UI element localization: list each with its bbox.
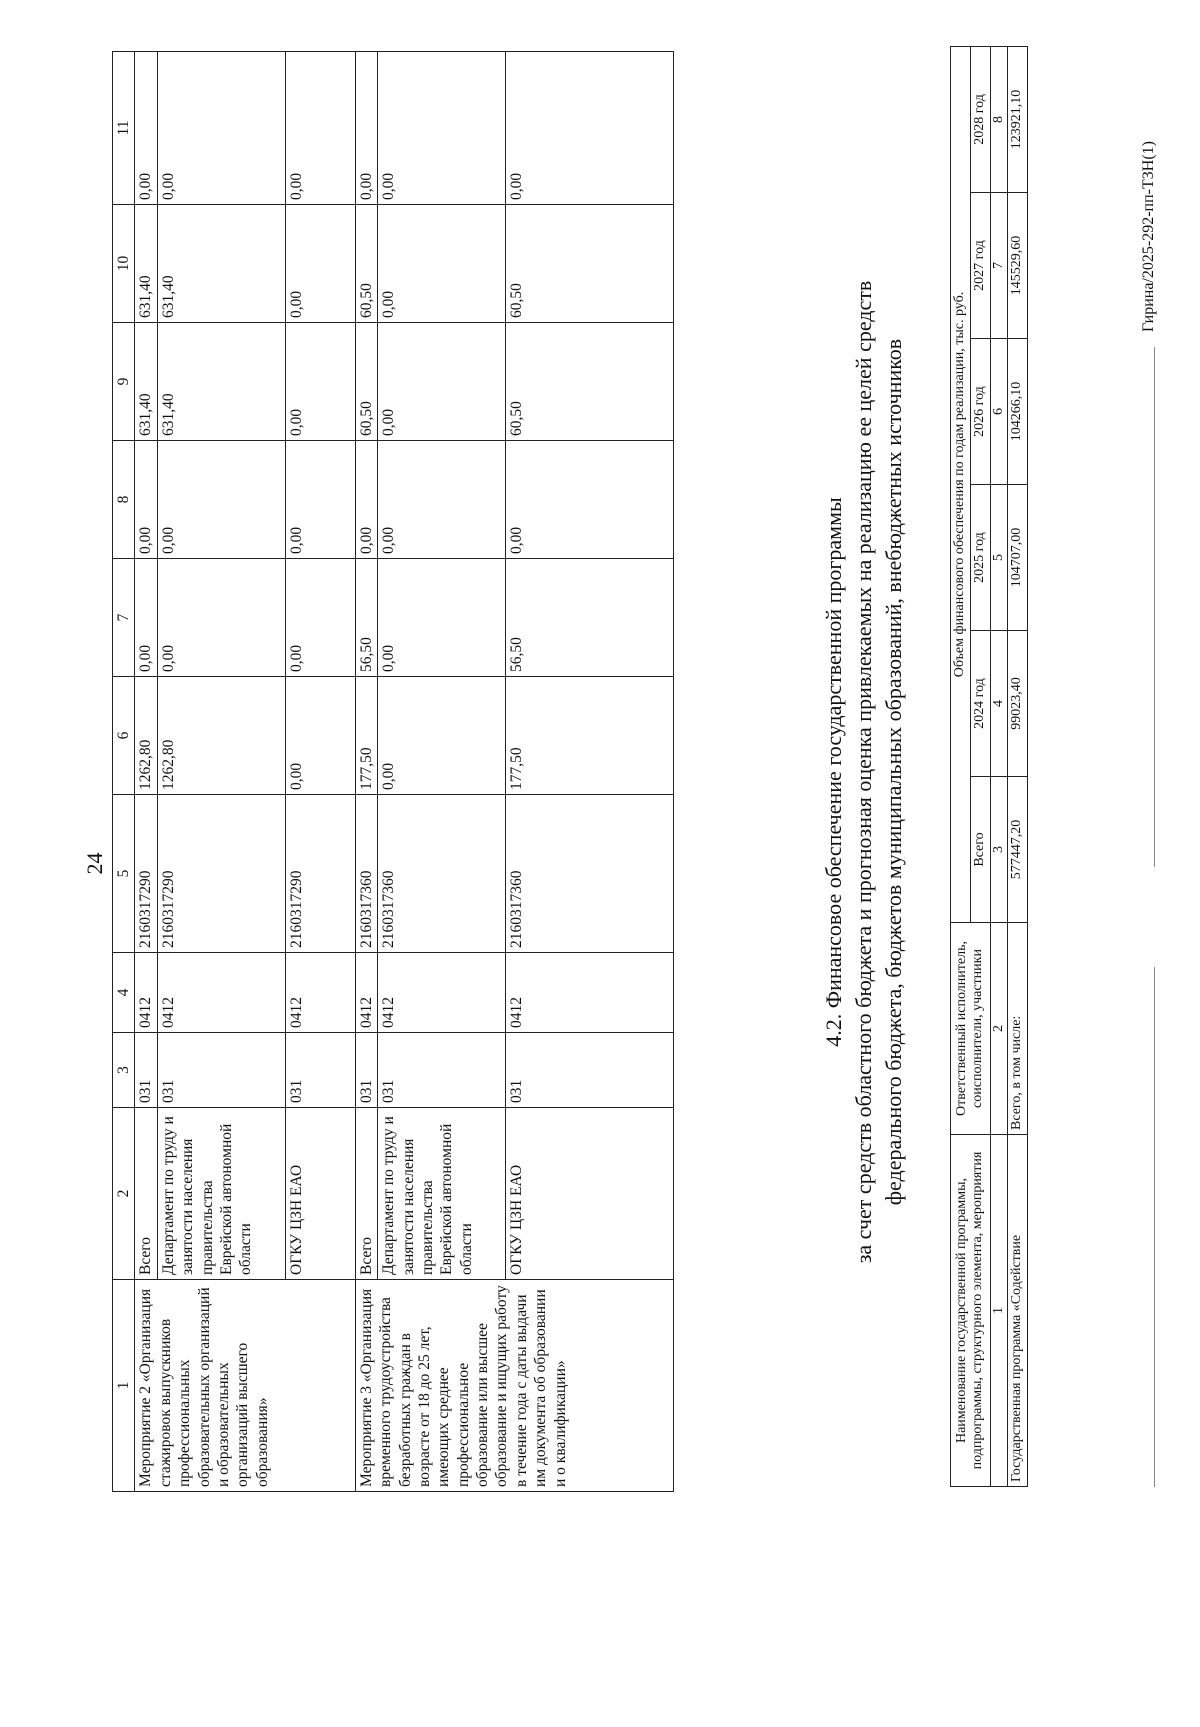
- value-cell: 177,50: [355, 677, 377, 795]
- executor-cell: Всего: [355, 1108, 377, 1280]
- target-article-cell: 2160317290: [157, 795, 285, 953]
- column-number: 5: [990, 485, 1008, 631]
- value-cell: 0,00: [285, 205, 355, 323]
- column-number-row: [113, 52, 135, 1492]
- column-header-executor: Ответственный исполнитель, соисполнители, участники: [951, 923, 991, 1135]
- grbs-cell: 031: [378, 1033, 506, 1108]
- column-number: 11: [113, 52, 135, 205]
- section-heading-line-2: за счет средств областного бюджета и прогнозная оценка привлекаемых на реализацию ее целей средств: [851, 280, 876, 1264]
- target-article-cell: 2160317290: [135, 795, 157, 953]
- executor-cell: Всего: [135, 1108, 157, 1280]
- column-number: 8: [990, 46, 1008, 192]
- column-header-year: 2028 год: [970, 46, 990, 192]
- target-article-cell: 2160317290: [285, 795, 355, 953]
- value-cell: 0,00: [378, 205, 506, 323]
- section-heading-line-3: федерального бюджета, бюджетов муниципальных образований, внебюджетных источников: [881, 338, 906, 1206]
- section-code-cell: 0412: [135, 953, 157, 1033]
- table-row: [355, 52, 377, 1492]
- column-number: 4: [113, 953, 135, 1033]
- executor-cell: Департамент по труду и занятости населения правительства Еврейской автономной области: [157, 1108, 285, 1280]
- column-header-total: Всего: [970, 777, 990, 923]
- value-cell: 0,00: [285, 441, 355, 559]
- section-code-cell: 0412: [355, 953, 377, 1033]
- page-number: 24: [82, 852, 107, 875]
- column-number: 7: [990, 193, 1008, 339]
- table-row: [135, 52, 157, 1492]
- column-number: 1: [990, 1135, 1008, 1487]
- value-cell: 0,00: [157, 52, 285, 205]
- column-number: 2: [113, 1108, 135, 1280]
- value-cell: 631,40: [135, 323, 157, 441]
- column-header-year: 2026 год: [970, 339, 990, 485]
- total-cell: 577447,20: [1008, 777, 1028, 923]
- column-number: 3: [990, 777, 1008, 923]
- value-cell: 0,00: [378, 559, 506, 677]
- header-row: [951, 46, 971, 1486]
- value-cell: 60,50: [506, 205, 674, 323]
- value-cell: 99023,40: [1008, 631, 1028, 777]
- target-article-cell: 2160317360: [378, 795, 506, 953]
- executor-cell: ОГКУ ЦЗН ЕАО: [285, 1108, 355, 1280]
- value-cell: 0,00: [506, 441, 674, 559]
- value-cell: 145529,60: [1008, 193, 1028, 339]
- value-cell: 0,00: [355, 441, 377, 559]
- value-cell: 631,40: [157, 205, 285, 323]
- column-header-year: 2024 год: [970, 631, 990, 777]
- value-cell: 631,40: [135, 205, 157, 323]
- table-row: [506, 52, 674, 1492]
- value-cell: 0,00: [135, 441, 157, 559]
- program-finance-table: [950, 46, 1028, 1487]
- section-code-cell: 0412: [506, 953, 674, 1033]
- value-cell: 56,50: [506, 559, 674, 677]
- value-cell: 0,00: [135, 52, 157, 205]
- column-number: 7: [113, 559, 135, 677]
- table-row: [1008, 46, 1028, 1486]
- divider: [1154, 967, 1155, 1487]
- program-name-cell: Государственная программа «Содействие: [1008, 1135, 1028, 1487]
- grbs-cell: 031: [157, 1033, 285, 1108]
- target-article-cell: 2160317360: [506, 795, 674, 953]
- measures-finance-table: [112, 51, 674, 1492]
- value-cell: 0,00: [285, 52, 355, 205]
- column-number: 3: [113, 1033, 135, 1108]
- value-cell: 104266,10: [1008, 339, 1028, 485]
- section-code-cell: 0412: [157, 953, 285, 1033]
- value-cell: 1262,80: [157, 677, 285, 795]
- value-cell: 0,00: [378, 441, 506, 559]
- value-cell: 0,00: [378, 677, 506, 795]
- section-code-cell: 0412: [285, 953, 355, 1033]
- value-cell: 60,50: [355, 323, 377, 441]
- column-number: 2: [990, 923, 1008, 1135]
- divider: [1154, 347, 1155, 867]
- column-number: 10: [113, 205, 135, 323]
- value-cell: 0,00: [157, 559, 285, 677]
- column-number-row: [990, 46, 1008, 1486]
- column-group-header: Объем финансового обеспечения по годам реализации, тыс. руб.: [951, 46, 971, 922]
- column-header-name: Наименование государственной программы, подпрограммы, структурного элемента, мероприятия: [951, 1135, 991, 1487]
- column-number: 6: [113, 677, 135, 795]
- grbs-cell: 031: [355, 1033, 377, 1108]
- value-cell: 60,50: [506, 323, 674, 441]
- column-header-year: 2027 год: [970, 193, 990, 339]
- value-cell: 631,40: [157, 323, 285, 441]
- grbs-cell: 031: [285, 1033, 355, 1108]
- value-cell: 56,50: [355, 559, 377, 677]
- measure-title: Мероприятие 2 «Организация стажировок выпускников профессиональных образовательных организаций и образовательных организаций высшего образования»: [135, 1280, 355, 1492]
- value-cell: 0,00: [378, 52, 506, 205]
- value-cell: 1262,80: [135, 677, 157, 795]
- value-cell: 0,00: [355, 52, 377, 205]
- value-cell: 104707,00: [1008, 485, 1028, 631]
- section-code-cell: 0412: [378, 953, 506, 1033]
- table-row: [157, 52, 285, 1492]
- column-number: 4: [990, 631, 1008, 777]
- target-article-cell: 2160317360: [355, 795, 377, 953]
- value-cell: 0,00: [135, 559, 157, 677]
- column-number: 5: [113, 795, 135, 953]
- document-footer: Гирина/2025-292-пп-ТЗН(1): [1140, 141, 1157, 332]
- executor-cell: Департамент по труду и занятости населения правительства Еврейской автономной области: [378, 1108, 506, 1280]
- value-cell: 0,00: [157, 441, 285, 559]
- table-row: [285, 52, 355, 1492]
- grbs-cell: 031: [506, 1033, 674, 1108]
- value-cell: 0,00: [285, 559, 355, 677]
- value-cell: 123921,10: [1008, 46, 1028, 192]
- column-number: 9: [113, 323, 135, 441]
- value-cell: 0,00: [378, 323, 506, 441]
- table-row: [378, 52, 506, 1492]
- grbs-cell: 031: [135, 1033, 157, 1108]
- executor-cell: Всего, в том числе:: [1008, 923, 1028, 1135]
- value-cell: 0,00: [285, 677, 355, 795]
- column-number: 1: [113, 1280, 135, 1492]
- value-cell: 60,50: [355, 205, 377, 323]
- column-header-year: 2025 год: [970, 485, 990, 631]
- section-heading: 4.2. Финансовое обеспечение государственной программы: [821, 497, 846, 1047]
- column-number: 6: [990, 339, 1008, 485]
- measure-title: Мероприятие 3 «Организация временного трудоустройства безработных граждан в возрасте от 18 до 25 лет, имеющих среднее профессиональное образование или высшее образование и ищущих работу в течение года с даты выдачи им документа об образовании и о квалификации»: [355, 1280, 673, 1492]
- executor-cell: ОГКУ ЦЗН ЕАО: [506, 1108, 674, 1280]
- column-number: 8: [113, 441, 135, 559]
- value-cell: 0,00: [285, 323, 355, 441]
- value-cell: 0,00: [506, 52, 674, 205]
- value-cell: 177,50: [506, 677, 674, 795]
